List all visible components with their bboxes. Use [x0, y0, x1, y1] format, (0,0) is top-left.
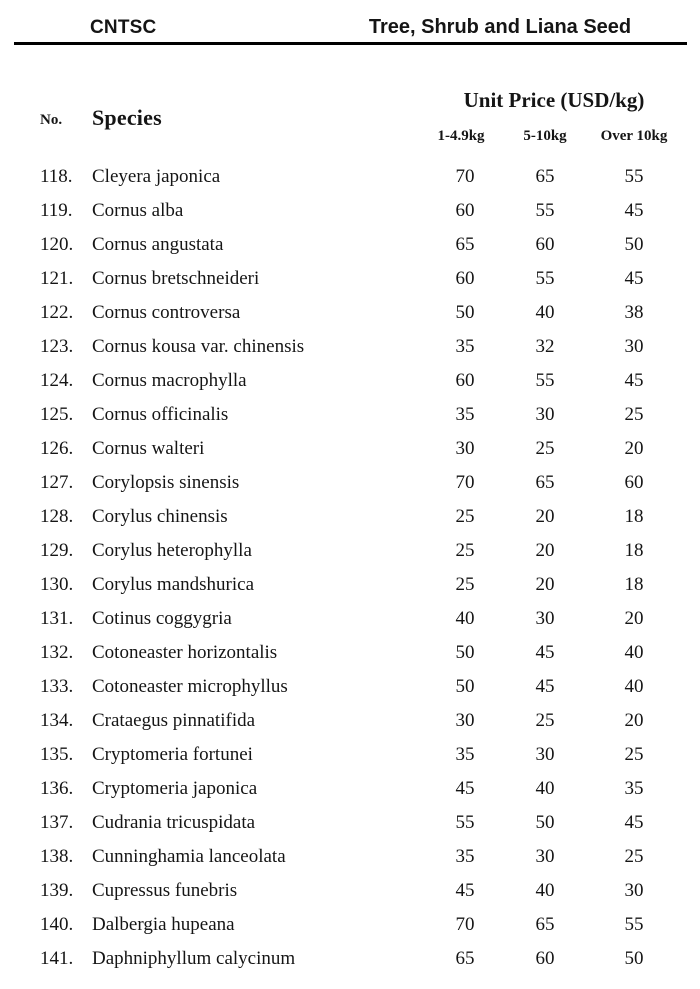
row-price: 25: [624, 846, 644, 867]
row-price: 30: [535, 404, 555, 425]
column-header-price-1: 1-4.9kg: [437, 128, 485, 144]
column-header-species: Species: [92, 105, 162, 130]
row-species: Cornus officinalis: [92, 404, 229, 425]
row-price: 45: [535, 642, 555, 663]
row-price: 30: [624, 880, 644, 901]
row-price: 25: [455, 540, 475, 561]
table-row: [0, 840, 700, 874]
row-price: 50: [624, 234, 644, 255]
row-species: Crataegus pinnatifida: [92, 710, 256, 731]
row-no: 119.: [40, 200, 73, 221]
table-row: [0, 704, 700, 738]
row-price: 35: [455, 846, 475, 867]
row-price: 40: [624, 676, 644, 697]
row-no: 127.: [40, 472, 74, 493]
row-price: 32: [535, 336, 555, 357]
row-price: 25: [535, 710, 555, 731]
row-price: 50: [624, 948, 644, 969]
row-price: 35: [455, 336, 475, 357]
row-price: 55: [535, 370, 555, 391]
row-species: Cornus macrophylla: [92, 370, 247, 391]
row-price: 18: [624, 506, 644, 527]
row-no: 135.: [40, 744, 74, 765]
row-no: 130.: [40, 574, 74, 595]
table-row: [0, 874, 700, 908]
row-no: 134.: [40, 710, 74, 731]
row-price: 30: [535, 744, 555, 765]
row-price: 35: [455, 404, 475, 425]
table-row: [0, 806, 700, 840]
row-price: 25: [535, 438, 555, 459]
row-price: 65: [455, 948, 475, 969]
row-price: 30: [535, 608, 555, 629]
page-header: [0, 0, 700, 46]
row-price: 60: [535, 234, 555, 255]
table-row: [0, 466, 700, 500]
row-price: 45: [624, 200, 644, 221]
column-header-price-2: 5-10kg: [523, 128, 567, 144]
row-species: Cupressus funebris: [92, 880, 238, 901]
row-price: 18: [624, 574, 644, 595]
row-price: 40: [455, 608, 475, 629]
row-price: 38: [624, 302, 644, 323]
table-row: [0, 296, 700, 330]
row-species: Cryptomeria japonica: [92, 778, 258, 799]
header-rule: [14, 42, 687, 45]
row-species: Corylus chinensis: [92, 506, 228, 527]
row-price: 70: [455, 472, 475, 493]
table-row: [0, 398, 700, 432]
table-row: [0, 636, 700, 670]
row-price: 40: [535, 778, 555, 799]
row-no: 120.: [40, 234, 74, 255]
row-price: 45: [535, 676, 555, 697]
row-price: 40: [624, 642, 644, 663]
row-no: 124.: [40, 370, 74, 391]
table-row: [0, 738, 700, 772]
org-name: CNTSC: [90, 17, 157, 38]
row-price: 65: [535, 472, 555, 493]
row-species: Cornus alba: [92, 200, 184, 221]
row-species: Cleyera japonica: [92, 166, 221, 187]
row-species: Daphniphyllum calycinum: [92, 948, 296, 969]
row-no: 133.: [40, 676, 74, 697]
row-no: 118.: [40, 166, 73, 187]
row-no: 140.: [40, 914, 74, 935]
row-price: 55: [535, 268, 555, 289]
row-price: 60: [624, 472, 644, 493]
row-price: 45: [624, 812, 644, 833]
row-price: 55: [624, 914, 644, 935]
row-price: 60: [535, 948, 555, 969]
table-row: [0, 194, 700, 228]
row-price: 50: [535, 812, 555, 833]
table-row: [0, 534, 700, 568]
row-price: 45: [624, 370, 644, 391]
table-row: [0, 330, 700, 364]
column-header-price-group: Unit Price (USD/kg): [463, 88, 645, 112]
row-price: 30: [624, 336, 644, 357]
row-no: 137.: [40, 812, 74, 833]
table-row: [0, 228, 700, 262]
row-price: 60: [455, 370, 475, 391]
row-price: 50: [455, 302, 475, 323]
row-price: 20: [535, 506, 555, 527]
table-row: [0, 160, 700, 194]
document-title: Tree, Shrub and Liana Seed: [368, 16, 632, 38]
row-price: 20: [535, 574, 555, 595]
row-price: 65: [535, 914, 555, 935]
table-row: [0, 908, 700, 942]
row-species: Cryptomeria fortunei: [92, 744, 253, 765]
row-no: 122.: [40, 302, 74, 323]
row-price: 35: [624, 778, 644, 799]
row-price: 25: [624, 404, 644, 425]
row-species: Cornus walteri: [92, 438, 205, 459]
row-price: 20: [624, 710, 644, 731]
row-price: 30: [535, 846, 555, 867]
table-row: [0, 500, 700, 534]
row-price: 50: [455, 642, 475, 663]
row-price: 50: [455, 676, 475, 697]
row-species: Cornus angustata: [92, 234, 224, 255]
row-price: 18: [624, 540, 644, 561]
row-price: 45: [455, 880, 475, 901]
row-species: Corylus mandshurica: [92, 574, 255, 595]
column-header-price-3: Over 10kg: [600, 128, 668, 144]
row-species: Cornus controversa: [92, 302, 241, 323]
row-species: Cotoneaster horizontalis: [92, 642, 278, 663]
table-row: [0, 262, 700, 296]
table-row: [0, 942, 700, 976]
row-price: 20: [624, 608, 644, 629]
row-species: Cotinus coggygria: [92, 608, 232, 629]
row-species: Cunninghamia lanceolata: [92, 846, 286, 867]
row-price: 65: [455, 234, 475, 255]
row-price: 25: [624, 744, 644, 765]
row-price: 55: [624, 166, 644, 187]
row-price: 45: [455, 778, 475, 799]
row-species: Cornus bretschneideri: [92, 268, 260, 289]
row-species: Cudrania tricuspidata: [92, 812, 256, 833]
row-no: 128.: [40, 506, 74, 527]
row-price: 65: [535, 166, 555, 187]
row-price: 60: [455, 200, 475, 221]
table-row: [0, 364, 700, 398]
row-no: 139.: [40, 880, 74, 901]
row-species: Cornus kousa var. chinensis: [92, 336, 305, 357]
row-price: 30: [455, 438, 475, 459]
row-price: 40: [535, 302, 555, 323]
row-species: Corylopsis sinensis: [92, 472, 240, 493]
row-price: 55: [455, 812, 475, 833]
row-price: 60: [455, 268, 475, 289]
row-price: 20: [535, 540, 555, 561]
row-price: 20: [624, 438, 644, 459]
row-no: 125.: [40, 404, 74, 425]
row-price: 45: [624, 268, 644, 289]
row-species: Cotoneaster microphyllus: [92, 676, 288, 697]
table-rows: [0, 160, 700, 976]
row-price: 40: [535, 880, 555, 901]
row-no: 129.: [40, 540, 74, 561]
row-no: 123.: [40, 336, 74, 357]
row-price: 55: [535, 200, 555, 221]
row-no: 141.: [40, 948, 74, 969]
table-row: [0, 432, 700, 466]
row-price: 25: [455, 574, 475, 595]
row-species: Dalbergia hupeana: [92, 914, 235, 935]
table-row: [0, 670, 700, 704]
row-price: 70: [455, 166, 475, 187]
row-no: 138.: [40, 846, 74, 867]
row-price: 25: [455, 506, 475, 527]
row-price: 30: [455, 710, 475, 731]
column-header-no: No.: [40, 112, 63, 128]
row-no: 131.: [40, 608, 74, 629]
row-no: 126.: [40, 438, 74, 459]
table-row: [0, 568, 700, 602]
row-no: 121.: [40, 268, 74, 289]
row-species: Corylus heterophylla: [92, 540, 252, 561]
row-price: 35: [455, 744, 475, 765]
table-row: [0, 772, 700, 806]
row-no: 136.: [40, 778, 74, 799]
table-row: [0, 602, 700, 636]
row-no: 132.: [40, 642, 74, 663]
row-price: 70: [455, 914, 475, 935]
